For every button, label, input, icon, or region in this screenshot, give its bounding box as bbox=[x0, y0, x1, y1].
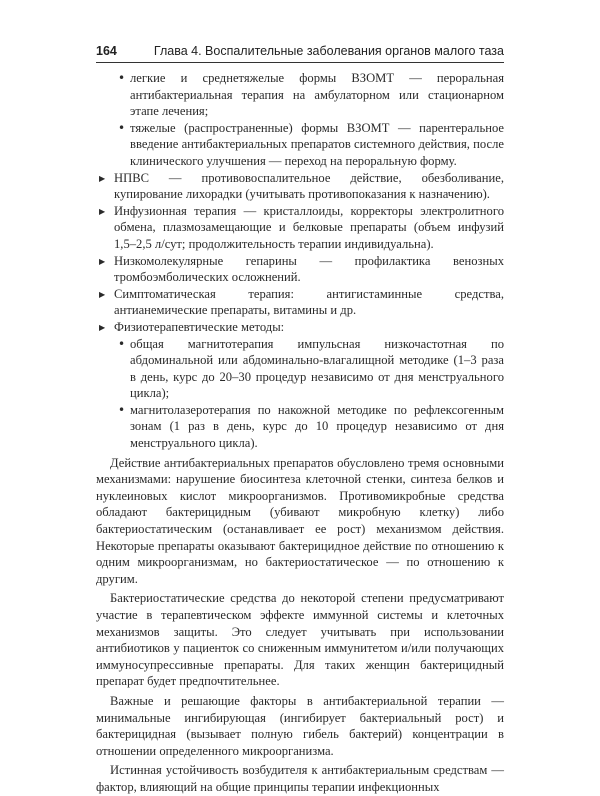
list-item bbox=[96, 286, 504, 319]
paragraphs bbox=[96, 455, 504, 796]
dot-bullet-icon: • bbox=[118, 71, 126, 85]
dot-bullet-icon: • bbox=[118, 336, 126, 351]
list-item-text: легкие и среднетяжелые формы ВЗОМТ — пероральная антибактериальная терапия на амбулаторном или стационарном этапе лечения; bbox=[130, 71, 504, 119]
list-item bbox=[96, 203, 504, 253]
list-item-text: НПВС — противовоспалительное действие, обезболивание, купирование лихорадки (учитывать противопоказания к назначению). bbox=[114, 170, 504, 202]
list-item-text: общая магнитотерапия импульсная низкочастотная по абдоминальной или абдоминально-влагалищной методике (1–3 раза в день, курс до 20–30 процедур независимо от дня менструального цикла); bbox=[130, 336, 504, 401]
page-number: 164 bbox=[96, 44, 117, 58]
sub-list-item bbox=[96, 70, 504, 120]
triangle-bullet-icon: ▶ bbox=[99, 322, 106, 332]
list-item-text: Физиотерапевтические методы: bbox=[114, 319, 285, 334]
list-item bbox=[96, 170, 504, 203]
dot-bullet-icon: • bbox=[118, 402, 126, 417]
chapter-title: Глава 4. Воспалительные заболевания органов малого таза bbox=[153, 44, 504, 58]
paragraph: Истинная устойчивость возбудителя к антибактериальным средствам — фактор, влияющий на общие принципы терапии инфекционных bbox=[96, 763, 504, 794]
paragraph: Бактериостатические средства до некоторой степени предусматривают участие в терапевтическом эффекте иммунной системы и клеточных механизмов защиты. Это следует учитывать при использовании антибиотиков у пациенток со сниженным иммунитетом и/или получающих иммуносупрессивные препараты. Для таких женщин бактерицидный препарат будет предпочтительнее. bbox=[96, 591, 504, 689]
dot-bullet-icon: • bbox=[118, 120, 126, 135]
list-item bbox=[96, 319, 504, 336]
list-item-text: магнитолазеротерапия по накожной методике по рефлексогенным зонам (1 раз в день, курс до 10 процедур независимо от дня менструального цикла). bbox=[130, 402, 504, 451]
triangle-bullet-icon: ▶ bbox=[99, 289, 106, 299]
sub-list-item bbox=[96, 336, 504, 402]
list-item-text: Инфузионная терапия — кристаллоиды, корректоры электролитного обмена, плазмозамещающие и белковые препараты (объем инфузий 1,5–2,5 л/сут; продолжительность терапии индивидуальна). bbox=[114, 203, 504, 251]
list-item bbox=[96, 253, 504, 286]
sub-list-item bbox=[96, 120, 504, 170]
triangle-bullet-icon: ▶ bbox=[99, 173, 106, 183]
header-rule bbox=[96, 62, 504, 63]
triangle-bullet-icon: ▶ bbox=[99, 206, 106, 216]
list-item-text: Симптоматическая терапия: антигистаминные средства, антианемические препараты, витамины и др. bbox=[114, 286, 504, 318]
page-body bbox=[96, 68, 504, 796]
bullet-list bbox=[96, 70, 504, 452]
list-item-text: Низкомолекулярные гепарины — профилактика венозных тромбоэмболических осложнений. bbox=[114, 253, 504, 285]
page-header bbox=[96, 44, 504, 62]
triangle-bullet-icon: ▶ bbox=[99, 256, 106, 266]
sub-list-item bbox=[96, 402, 504, 452]
paragraph: Важные и решающие факторы в антибактериальной терапии — минимальные ингибирующая (ингибирует бактериальный рост) и бактерицидная (вызывает полную гибель бактерий) концентрации в отношении определенного микроорганизма. bbox=[96, 693, 504, 758]
paragraph: Действие антибактериальных препаратов обусловлено тремя основными механизмами: нарушение биосинтеза клеточной стенки, синтеза белков и нуклеиновых кислот микроорганизмов. Противомикробные средства обладают бактерицидным (убивают микробную клетку) либо бактериостатическим (останавливает ее рост) механизмом действия. Некоторые препараты оказывают бактерицидное действие по отношению к одним микроорганизмам, но бактериостатическое — по отношению к другим. bbox=[96, 455, 504, 586]
list-item-text: тяжелые (распространенные) формы ВЗОМТ — парентеральное введение антибактериальных препаратов системного действия, после клинического улучшения — переход на пероральную форму. bbox=[130, 120, 504, 168]
